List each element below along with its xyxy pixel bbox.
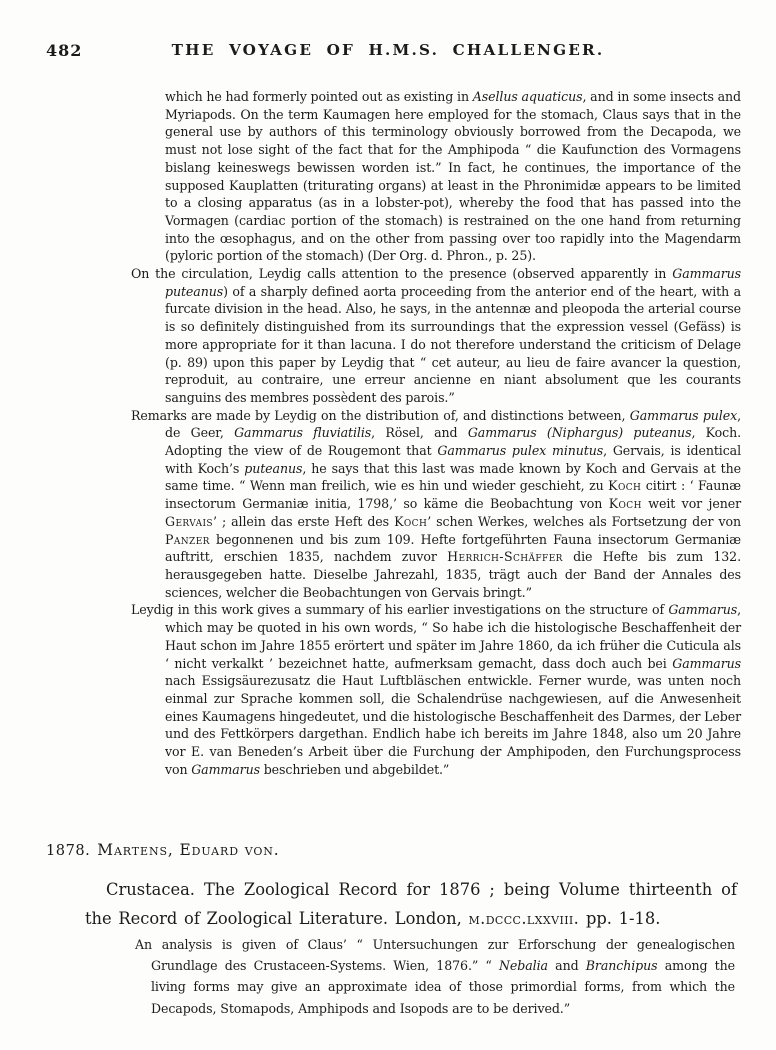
body-paragraph — [131, 601, 741, 778]
text-run: , he says that this last was made known by Koch and Gervais at the same time. “ Wenn man freilich, wie es hin und wieder geschieht, zu — [165, 460, 742, 494]
text-run: nach Essigsäurezusatz die Haut Luftbläschen entwickle. Ferner wurde, was unten noch einmal zur Sprache kommen soll, die Schalendrüse nachgewiesen, auf die Anwesenheit eines Kaumagens hingedeutet, und die histologische Beschaffenheit des Darmes, der Leber und des Fettkörpers dargethan. Endlich habe ich bereits im Jahre 1848, also um 20 Jahre vor E. van Beneden’s Arbeit über die Furchung der Amphipoden, den Furchungsprocess von — [165, 673, 741, 777]
italic-text-run: Nebalia — [499, 958, 548, 974]
text-run: , Rösel, and — [371, 425, 468, 441]
entry-heading — [46, 841, 280, 859]
entry-year: 1878. — [46, 842, 91, 859]
text-run: Remarks are made by Leydig on the distribution of, and distinctions between, — [131, 407, 630, 423]
smallcaps-text-run: Panzer — [165, 531, 210, 547]
text-run: , de Geer, — [165, 407, 741, 441]
italic-text-run: Gammarus fluviatilis — [234, 425, 372, 441]
italic-text-run: Gammarus (Niphargus) puteanus — [467, 425, 692, 441]
text-run: Leydig in this work gives a summary of his earlier investigations on the structure of — [131, 602, 669, 618]
page-number: 482 — [46, 41, 83, 60]
text-run: begonnenen und bis zum 109. Hefte fortgeführten Fauna insectorum Germaniæ auftritt, erschien 1835, nachdem zuvor — [165, 531, 741, 565]
smallcaps-text-run: Koch — [608, 478, 642, 494]
entry-title — [85, 876, 737, 933]
italic-text-run: Gammarus puteanus — [165, 266, 741, 299]
italic-text-run: puteanus — [244, 460, 303, 476]
entry-annotation — [135, 934, 735, 1019]
text-run: ’ schen Werkes, welches als Fortsetzung der von — [427, 513, 741, 529]
text-run: citirt : ‘ Faunæ insectorum Germaniæ initia, 1798,’ so käme die Beobachtung von — [165, 478, 741, 512]
smallcaps-text-run: Koch — [608, 496, 642, 512]
text-run: which he had formerly pointed out as existing in — [165, 89, 473, 104]
text-run: ’ ; allein das erste Heft des — [213, 513, 395, 529]
text-run: , Gervais, is identical with Koch’s — [165, 443, 742, 476]
running-title: THE VOYAGE OF H.M.S. CHALLENGER. — [171, 41, 605, 59]
smallcaps-text-run: Koch — [394, 513, 428, 529]
text-run: weit vor jener — [641, 496, 742, 512]
text-run: beschrieben und abgebildet.” — [259, 761, 450, 777]
italic-text-run: Gammarus — [191, 761, 260, 777]
text-run: ) of a sharply defined aorta proceeding from the anterior end of the heart, with a furcate division in the head. Also, he says, in the antennæ and pleopoda the arterial course is so definitely distinguished from its surroundings that the expression vessel (Gefäss) is more appropriate for it than lacuna. I do not therefore understand the criticism of Delage (p. 89) upon this paper by Leydig that “ cet auteur, au lieu de faire avancer la question, reproduit, au contraire, une erreur ancienne en niant absolument que les courants sanguins des membres possèdent des parois.” — [165, 283, 741, 405]
smallcaps-text-run: Herrich-Schäffer — [447, 549, 563, 565]
italic-text-run: Gammarus pulex — [629, 407, 738, 423]
text-run: die Hefte bis zum 132. herausgegeben hatte. Dieselbe Jahrezahl, 1835, trägt auch der Band der Annales des sciences, welcher die Beobachtungen von Gervais bringt.” — [165, 549, 741, 600]
running-head — [0, 41, 776, 63]
text-run: , Koch. Adopting the view of de Rougemont that — [165, 425, 741, 459]
italic-text-run: Branchipus — [585, 958, 658, 974]
smallcaps-text-run: m.dccc.lxxviii. — [468, 908, 580, 928]
italic-text-run: Gammarus — [672, 655, 741, 671]
smallcaps-text-run: Gervais — [165, 513, 213, 529]
text-run: among the living forms may give an approximate idea of those primordial forms, from which the Decapods, Stomapods, Amphipods and Isopods are to be derived.” — [151, 958, 736, 1016]
body-paragraph — [131, 265, 741, 407]
text-run: and — [547, 958, 586, 974]
entry-author: Martens, Eduard von. — [97, 841, 280, 859]
text-run: Crustacea. The Zoological Record for 1876 ; being Volume thirteenth of the Record of Zoological Literature. London, — [85, 880, 737, 928]
text-run: , which may be quoted in his own words, “ So habe ich die histologische Beschaffenheit der Haut schon im Jahre 1855 erörtert und später im Jahre 1860, da ich früher die Cuticula als ‘ nicht verkalkt ’ bezeichnet hatte, aufmerksam gemacht, dass doch auch bei — [165, 602, 741, 671]
italic-text-run: Gammarus — [668, 602, 738, 618]
text-run: pp. 1-18. — [579, 908, 661, 928]
italic-text-run: Gammarus pulex minutus — [437, 443, 604, 459]
body-text-block — [131, 88, 742, 778]
body-paragraph — [165, 88, 741, 265]
text-run: On the circulation, Leydig calls attention to the presence (observed apparently in — [131, 266, 673, 282]
body-paragraph — [131, 407, 742, 602]
italic-text-run: Asellus aquaticus — [472, 89, 583, 104]
text-run: An analysis is given of Claus’ “ Untersuchungen zur Erforschung der genealogischen Grundlage des Crustaceen-Systems. Wien, 1876.” “ — [135, 937, 735, 974]
text-run: , and in some insects and Myriapods. On the term Kaumagen here employed for the stomach, Claus says that in the general use by authors of this terminology obviously borrowed from the Decapoda, we must not lose sight of the fact that for the Amphipoda “ die Kaufunction des Vormagens bislang keineswegs bewissen worden ist.” In fact, he continues, the importance of the supposed Kauplatten (triturating organs) at least in the Phronimidæ appears to be limited to a closing apparatus (as in a lobster-pot), whereby the food that has passed into the Vormagen (cardiac portion of the stomach) is restrained on the one hand from returning into the œsophagus, and on the other from passing over too rapidly into the Magendarm (pyloric portion of the stomach) (Der Org. d. Phron., p. 25). — [165, 89, 741, 264]
